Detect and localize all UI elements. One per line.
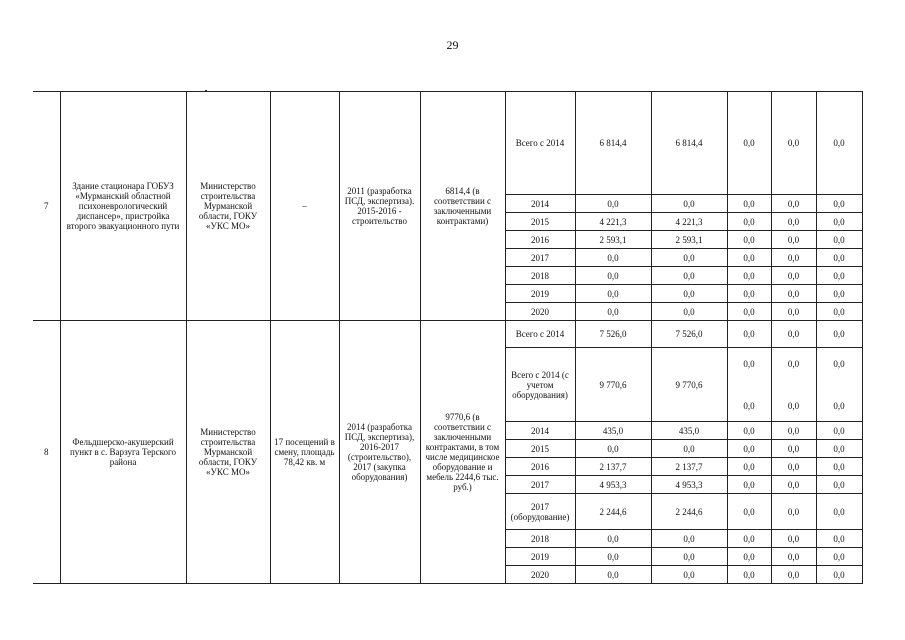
value-cell: 0,0 (816, 92, 862, 195)
year-cell: 2018 (505, 267, 575, 285)
value-cell: 0,0 (771, 530, 816, 548)
region-cell: 4 221,3 (651, 213, 727, 231)
year-cell: 2016 (505, 231, 575, 249)
total-cell: 435,0 (575, 422, 651, 440)
value-cell: 0,0 (727, 494, 771, 530)
region-cell: 0,0 (651, 195, 727, 213)
value-cell: 0,0 (727, 321, 771, 348)
region-cell: 2 593,1 (651, 231, 727, 249)
value-cell: 0,0 (771, 92, 816, 195)
value-cell: 0,0 (727, 476, 771, 494)
value-cell: 0,0 (771, 458, 816, 476)
value-cell: 0,0 (816, 213, 862, 231)
total-cell: 2 244,6 (575, 494, 651, 530)
total-cell: 0,0 (575, 267, 651, 285)
value-cell: 0,0 (727, 440, 771, 458)
value-cell: 0,0 (727, 267, 771, 285)
region-cell: 4 953,3 (651, 476, 727, 494)
value-cell: 0,0 (727, 422, 771, 440)
value-cell: 0,0 (816, 303, 862, 321)
value-cell: 0,0 (771, 195, 816, 213)
total-cell: 0,0 (575, 566, 651, 584)
value-cell: 0,0 (771, 249, 816, 267)
cost: 6814,4 (в соответствии с заключенными контрактами) (420, 92, 505, 321)
year-cell: Всего с 2014 (с учетом оборудования) (505, 348, 575, 422)
value-cell-pair (727, 348, 771, 422)
total-cell: 6 814,4 (575, 92, 651, 195)
value-bottom: 0,0 (833, 400, 845, 411)
year-cell: 2016 (505, 458, 575, 476)
value-cell: 0,0 (816, 476, 862, 494)
year-cell: Всего с 2014 (505, 321, 575, 348)
year-cell: 2020 (505, 303, 575, 321)
total-cell: 4 221,3 (575, 213, 651, 231)
value-cell: 0,0 (816, 494, 862, 530)
customer: Министерство строительства Мурманской области, ГОКУ «УКС МО» (186, 321, 270, 584)
total-cell: 9 770,6 (575, 348, 651, 422)
total-cell: 0,0 (575, 440, 651, 458)
region-cell: 0,0 (651, 267, 727, 285)
value-cell: 0,0 (771, 303, 816, 321)
table-row (33, 321, 862, 348)
object-name: Здание стационара ГОБУЗ «Мурманский областной психоневрологический диспансер», пристройка второго эвакуационного пути (60, 92, 186, 321)
value-cell: 0,0 (727, 285, 771, 303)
total-cell: 0,0 (575, 548, 651, 566)
year-cell: 2020 (505, 566, 575, 584)
year-cell: 2017 (505, 476, 575, 494)
row-number: 7 (33, 92, 60, 321)
value-cell: 0,0 (771, 267, 816, 285)
region-cell: 2 244,6 (651, 494, 727, 530)
capacity: – (270, 92, 339, 321)
value-top: 0,0 (743, 358, 755, 369)
value-bottom: 0,0 (743, 400, 755, 411)
value-cell: 0,0 (727, 303, 771, 321)
year-cell: Всего с 2014 (505, 92, 575, 195)
region-cell: 0,0 (651, 440, 727, 458)
region-cell: 6 814,4 (651, 92, 727, 195)
object-name: Фельдшерско-акушерский пункт в с. Варзуга Терского района (60, 321, 186, 584)
region-cell: 7 526,0 (651, 321, 727, 348)
period: 2014 (разработка ПСД, экспертиза), 2016-2017 (строительство), 2017 (закупка оборудования) (339, 321, 420, 584)
page-number: 29 (446, 38, 459, 52)
region-cell: 0,0 (651, 285, 727, 303)
total-cell: 0,0 (575, 530, 651, 548)
value-cell: 0,0 (727, 566, 771, 584)
year-cell: 2019 (505, 285, 575, 303)
value-cell: 0,0 (771, 213, 816, 231)
cost: 9770,6 (в соответствии с заключенными контрактами, в том числе медицинское оборудование и мебель 2244,6 тыс. руб.) (420, 321, 505, 584)
value-cell: 0,0 (771, 422, 816, 440)
value-cell: 0,0 (816, 285, 862, 303)
value-cell: 0,0 (816, 440, 862, 458)
row-number: 8 (33, 321, 60, 584)
value-cell: 0,0 (727, 458, 771, 476)
value-cell-pair (771, 348, 816, 422)
value-cell: 0,0 (771, 548, 816, 566)
value-cell: 0,0 (727, 231, 771, 249)
value-cell: 0,0 (816, 267, 862, 285)
total-cell: 0,0 (575, 249, 651, 267)
region-cell: 0,0 (651, 303, 727, 321)
value-cell: 0,0 (816, 231, 862, 249)
region-cell: 435,0 (651, 422, 727, 440)
year-cell: 2014 (505, 195, 575, 213)
year-cell: 2014 (505, 422, 575, 440)
value-cell: 0,0 (816, 458, 862, 476)
value-cell: 0,0 (771, 321, 816, 348)
region-cell: 0,0 (651, 566, 727, 584)
value-cell: 0,0 (816, 566, 862, 584)
total-cell: 2 593,1 (575, 231, 651, 249)
period: 2011 (разработка ПСД, экспертиза). 2015-2016 - строительство (339, 92, 420, 321)
value-cell: 0,0 (771, 494, 816, 530)
total-cell: 2 137,7 (575, 458, 651, 476)
year-cell: 2015 (505, 440, 575, 458)
value-cell: 0,0 (816, 321, 862, 348)
value-cell: 0,0 (727, 195, 771, 213)
region-cell: 9 770,6 (651, 348, 727, 422)
value-cell: 0,0 (816, 422, 862, 440)
capacity: 17 посещений в смену, площадь 78,42 кв. м (270, 321, 339, 584)
year-cell: 2015 (505, 213, 575, 231)
value-cell: 0,0 (771, 566, 816, 584)
region-cell: 0,0 (651, 548, 727, 566)
value-cell: 0,0 (816, 195, 862, 213)
year-cell: 2018 (505, 530, 575, 548)
year-cell: 2017 (оборудование) (505, 494, 575, 530)
value-top: 0,0 (833, 358, 845, 369)
value-cell: 0,0 (771, 440, 816, 458)
value-cell: 0,0 (771, 285, 816, 303)
total-cell: 4 953,3 (575, 476, 651, 494)
value-cell: 0,0 (727, 249, 771, 267)
region-cell: 0,0 (651, 530, 727, 548)
customer: Министерство строительства Мурманской области, ГОКУ «УКС МО» (186, 92, 270, 321)
year-cell: 2019 (505, 548, 575, 566)
construction-table (33, 91, 863, 584)
year-cell: 2017 (505, 249, 575, 267)
region-cell: 0,0 (651, 249, 727, 267)
value-cell: 0,0 (816, 548, 862, 566)
value-top: 0,0 (787, 358, 800, 369)
total-cell: 0,0 (575, 195, 651, 213)
table-row (33, 92, 862, 195)
value-cell: 0,0 (727, 548, 771, 566)
total-cell: 0,0 (575, 285, 651, 303)
total-cell: 7 526,0 (575, 321, 651, 348)
value-cell: 0,0 (816, 530, 862, 548)
total-cell: 0,0 (575, 303, 651, 321)
value-bottom: 0,0 (787, 400, 800, 411)
value-cell: 0,0 (727, 530, 771, 548)
value-cell: 0,0 (727, 213, 771, 231)
value-cell: 0,0 (771, 476, 816, 494)
value-cell-pair (816, 348, 862, 422)
value-cell: 0,0 (771, 231, 816, 249)
value-cell: 0,0 (816, 249, 862, 267)
region-cell: 2 137,7 (651, 458, 727, 476)
value-cell: 0,0 (727, 92, 771, 195)
